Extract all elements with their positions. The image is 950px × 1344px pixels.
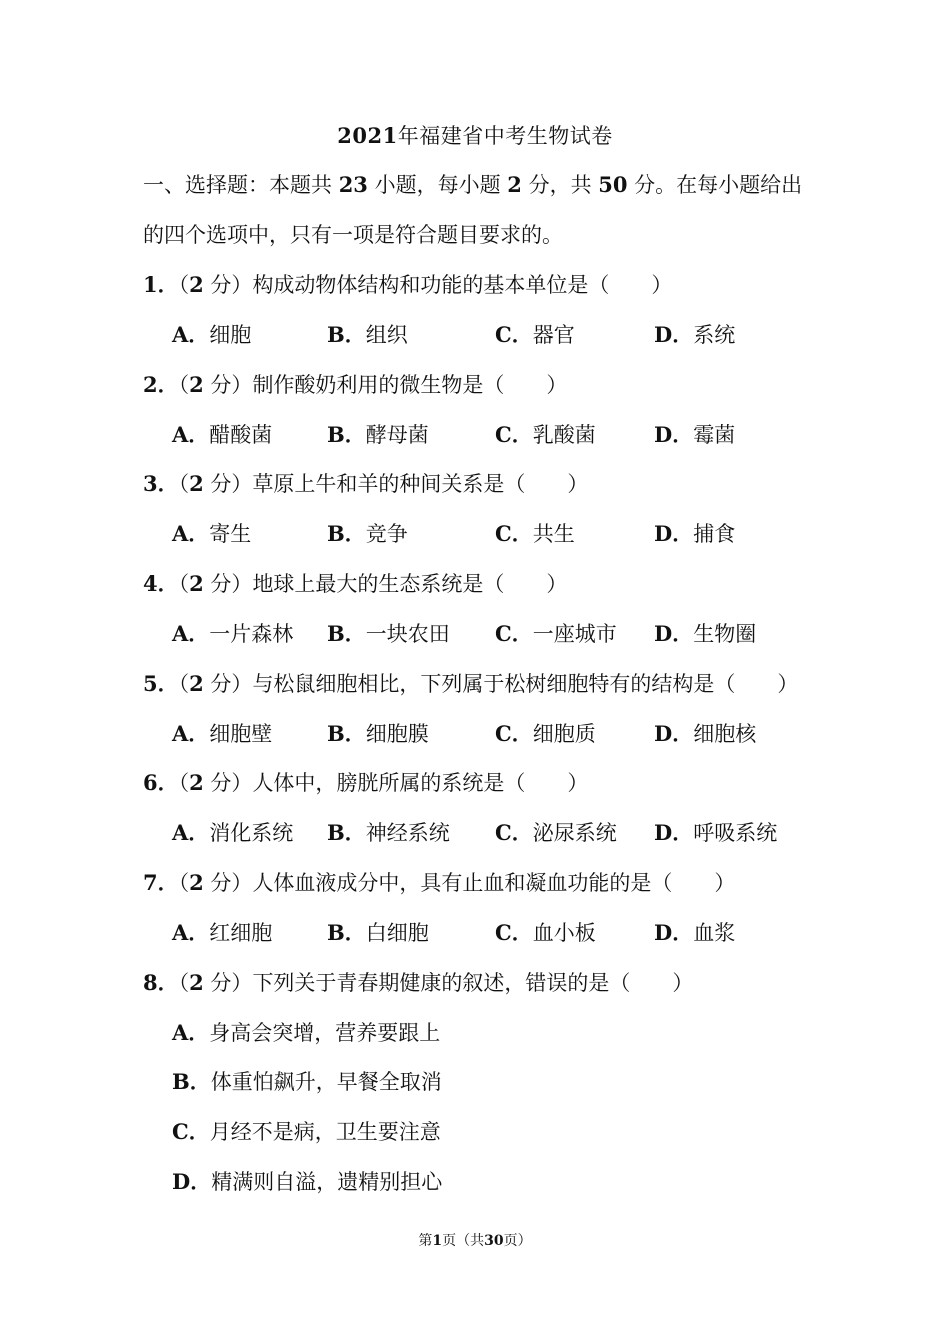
question-number: 2． (143, 372, 179, 397)
title-year: 2021 (337, 123, 398, 148)
question-score: 2 (189, 372, 204, 397)
option-d: D．精满则自溢，遗精别担心 (172, 1169, 443, 1194)
page-footer: 第1页（共30页） (418, 1233, 532, 1249)
option-c: C．细胞质 (495, 721, 596, 746)
question-text: 草原上牛和羊的种间关系是（ ） (252, 472, 589, 496)
question-score: 2 (189, 770, 204, 795)
question-5: 5．（2 分）与松鼠细胞相比，下列属于松树细胞特有的结构是（ ） (143, 671, 799, 696)
title-text: 年福建省中考生物试卷 (397, 124, 613, 148)
option-b: B．组织 (327, 322, 408, 347)
section-text: 分，共 (521, 173, 599, 197)
option-b: B．细胞膜 (327, 721, 429, 746)
question-3: 3．（2 分）草原上牛和羊的种间关系是（ ） (143, 471, 589, 496)
question-4: 4．（2 分）地球上最大的生态系统是（ ） (143, 571, 568, 596)
option-c: C．共生 (495, 521, 575, 546)
points-total: 50 (598, 172, 628, 197)
question-number: 1． (143, 272, 179, 297)
section-text: 一、选择题：本题共 (143, 173, 339, 197)
question-number: 7． (143, 870, 179, 895)
option-a: A．红细胞 (172, 920, 273, 945)
question-text: 人体中，膀胱所属的系统是（ ） (252, 771, 589, 795)
option-b: B．酵母菌 (327, 422, 429, 447)
section-text: 分。在每小题给出 (627, 173, 803, 197)
question-1: 1．（2 分）构成动物体结构和功能的基本单位是（ ） (143, 272, 673, 297)
question-number: 5． (143, 671, 179, 696)
page-number: 1 (432, 1233, 443, 1249)
question-6: 6．（2 分）人体中，膀胱所属的系统是（ ） (143, 770, 589, 795)
option-d: D．生物圈 (654, 621, 757, 646)
option-b: B．一块农田 (327, 621, 450, 646)
question-number: 3． (143, 471, 179, 496)
option-b: B．神经系统 (327, 820, 450, 845)
option-b: B．白细胞 (327, 920, 429, 945)
option-a: A．消化系统 (172, 820, 294, 845)
question-score: 2 (189, 870, 204, 895)
question-number: 8． (143, 970, 179, 995)
option-b: B．竞争 (327, 521, 408, 546)
option-c: C．泌尿系统 (495, 820, 617, 845)
option-a: A．细胞 (172, 322, 252, 347)
option-d: D．捕食 (654, 521, 736, 546)
section-text: 小题，每小题 (367, 173, 508, 197)
question-score: 2 (189, 671, 204, 696)
option-d: D．细胞核 (654, 721, 757, 746)
option-a: A．寄生 (172, 521, 252, 546)
points-each: 2 (507, 172, 522, 197)
section-heading-line-2: 的四个选项中，只有一项是符合题目要求的。 (143, 223, 563, 247)
question-7: 7．（2 分）人体血液成分中，具有止血和凝血功能的是（ ） (143, 870, 736, 895)
question-text: 构成动物体结构和功能的基本单位是（ ） (252, 273, 673, 297)
option-a: A．一片森林 (172, 621, 294, 646)
section-heading-line-1 (143, 170, 802, 200)
question-text: 制作酸奶利用的微生物是（ ） (252, 373, 568, 397)
question-text: 与松鼠细胞相比，下列属于松树细胞特有的结构是（ ） (252, 672, 799, 696)
option-a: A．身高会突增，营养要跟上 (172, 1020, 441, 1045)
question-text: 地球上最大的生态系统是（ ） (252, 572, 568, 596)
question-count: 23 (338, 172, 368, 197)
option-d: D．霉菌 (654, 422, 736, 447)
question-score: 2 (189, 272, 204, 297)
option-d: D．系统 (654, 322, 736, 347)
page-title (0, 120, 950, 150)
total-pages: 30 (484, 1233, 504, 1249)
option-c: C．一座城市 (495, 621, 617, 646)
question-8: 8．（2 分）下列关于青春期健康的叙述，错误的是（ ） (143, 970, 694, 995)
option-a: A．醋酸菌 (172, 422, 273, 447)
option-c: C．血小板 (495, 920, 596, 945)
question-number: 4． (143, 571, 179, 596)
option-d: D．血浆 (654, 920, 736, 945)
option-a: A．细胞壁 (172, 721, 273, 746)
option-b: B．体重怕飙升，早餐全取消 (172, 1069, 442, 1094)
option-c: C．器官 (495, 322, 575, 347)
question-score: 2 (189, 571, 204, 596)
question-score: 2 (189, 970, 204, 995)
question-2: 2．（2 分）制作酸奶利用的微生物是（ ） (143, 372, 568, 397)
question-text: 下列关于青春期健康的叙述，错误的是（ ） (252, 971, 694, 995)
option-c: C．乳酸菌 (495, 422, 596, 447)
option-d: D．呼吸系统 (654, 820, 778, 845)
question-text: 人体血液成分中，具有止血和凝血功能的是（ ） (252, 871, 736, 895)
question-number: 6． (143, 770, 179, 795)
question-score: 2 (189, 471, 204, 496)
option-c: C．月经不是病，卫生要注意 (172, 1119, 441, 1144)
